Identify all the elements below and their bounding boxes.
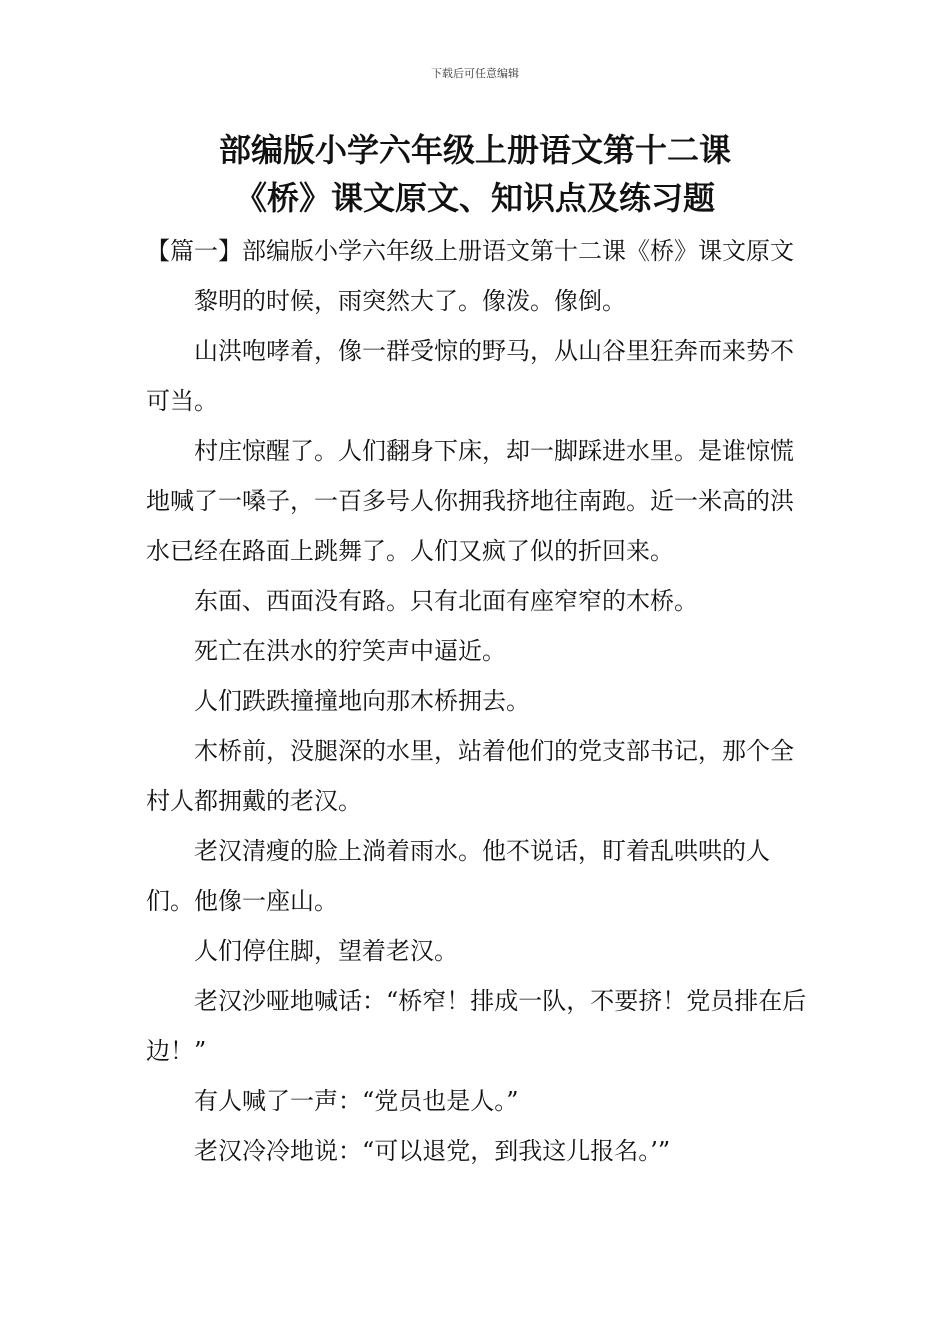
- paragraph: 死亡在洪水的狞笑声中逼近。: [194, 637, 506, 665]
- paragraph: 山洪咆哮着，像一群受惊的野马，从山谷里狂奔而来势不可当。: [146, 337, 794, 415]
- paragraph: 老汉清瘦的脸上淌着雨水。他不说话，盯着乱哄哄的人们。他像一座山。: [146, 837, 770, 915]
- section-heading: 【篇一】部编版小学六年级上册语文第十二课《桥》课文原文: [146, 237, 794, 265]
- paragraph: 村庄惊醒了。人们翻身下床，却一脚踩进水里。是谁惊慌地喊了一嗓子，一百多号人你拥我挤地往南跑。近一米高的洪水已经在路面上跳舞了。人们又疯了似的折回来。: [146, 437, 794, 565]
- paragraph: 老汉冷冷地说：“可以退党，到我这儿报名。’”: [194, 1137, 671, 1165]
- paragraph: 老汉沙哑地喊话：“桥窄！排成一队，不要挤！党员排在后边！”: [146, 987, 807, 1065]
- paragraph: 黎明的时候，雨突然大了。像泼。像倒。: [194, 287, 626, 315]
- title-line-1: 部编版小学六年级上册语文第十二课: [218, 131, 731, 169]
- paragraph: 人们跌跌撞撞地向那木桥拥去。: [194, 687, 530, 715]
- paragraph: 木桥前，没腿深的水里，站着他们的党支部书记，那个全村人都拥戴的老汉。: [146, 737, 794, 815]
- page-header-note: 下载后可任意编辑: [431, 67, 519, 80]
- paragraph: 人们停住脚，望着老汉。: [194, 937, 458, 965]
- document-title: [100, 126, 850, 222]
- title-line-2: 《桥》课文原文、知识点及练习题: [234, 179, 715, 217]
- paragraph: 东面、西面没有路。只有北面有座窄窄的木桥。: [194, 587, 698, 615]
- paragraph: 有人喊了一声：“党员也是人。”: [194, 1087, 519, 1115]
- document-body: [146, 226, 810, 1176]
